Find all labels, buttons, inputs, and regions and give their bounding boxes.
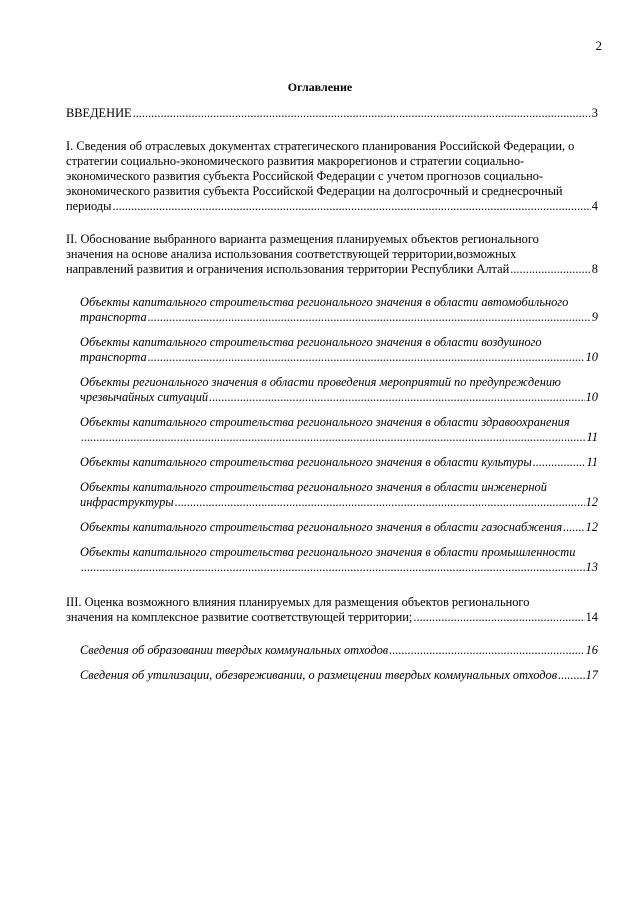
toc-entry-line: Объекты капитального строительства регионального значения в области воздушного	[80, 335, 542, 349]
dot-leader	[148, 350, 585, 365]
toc-page-number: 16	[585, 643, 598, 657]
dot-leader	[148, 310, 591, 325]
toc-page-number: 12	[585, 520, 598, 534]
toc-entry[interactable]	[80, 375, 598, 405]
toc-entry-last-line	[80, 430, 598, 445]
toc-page-number: 13	[585, 560, 598, 574]
dot-leader	[209, 390, 585, 405]
toc-page-number: 9	[591, 310, 598, 324]
toc-page-number: 10	[585, 350, 598, 364]
dot-leader	[413, 610, 584, 625]
toc-entry-line: Объекты капитального строительства регионального значения в области автомобильного	[80, 295, 569, 309]
toc-entry[interactable]	[80, 520, 598, 535]
toc-page-number: 12	[585, 495, 598, 509]
toc-entry[interactable]	[80, 480, 598, 510]
toc-page-number: 11	[586, 455, 598, 469]
toc-entry-text: транспорта	[80, 310, 147, 324]
toc-page-number: 8	[591, 262, 598, 276]
dot-leader	[558, 668, 584, 683]
toc-entry-line: Объекты регионального значения в области проведения мероприятий по предупреждению	[80, 375, 561, 389]
toc-entry-line: значения на основе анализа использования соответствующей территории,возможных	[66, 247, 517, 261]
toc-entry[interactable]	[80, 295, 598, 325]
toc-entry-line: I. Сведения об отраслевых документах стратегического планирования Российской Федерации, о	[66, 139, 575, 153]
toc-entry[interactable]	[66, 139, 598, 214]
dot-leader	[510, 262, 591, 277]
toc-entry-last-line	[80, 455, 598, 470]
toc-entry[interactable]	[80, 545, 598, 575]
toc-entry-last-line	[80, 668, 598, 683]
toc-entry[interactable]	[80, 643, 598, 658]
toc-entry-text: чрезвычайных ситуаций	[80, 390, 209, 404]
toc-entry-text: Сведения об утилизации, обезвреживании, о размещении твердых коммунальных отходов	[80, 668, 558, 682]
toc-entry-last-line	[66, 262, 598, 277]
toc-entry-line: III. Оценка возможного влияния планируемых для размещения объектов регионального	[66, 595, 530, 609]
toc-page-number: 3	[591, 106, 598, 120]
toc-entry-last-line	[80, 560, 598, 575]
toc-entry-text: Объекты капитального строительства регионального значения в области газоснабжения	[80, 520, 563, 534]
dot-leader	[175, 495, 585, 510]
toc-entry[interactable]	[80, 415, 598, 445]
toc-page-number: 14	[585, 610, 598, 624]
toc-page-number: 4	[591, 199, 598, 213]
toc-entry-last-line	[80, 495, 598, 510]
toc-entry-line: Объекты капитального строительства регионального значения в области инженерной	[80, 480, 547, 494]
toc-entry-text: направлений развития и ограничения использования территории Республики Алтай	[66, 262, 510, 276]
toc-entry-text: инфраструктуры	[80, 495, 174, 509]
table-of-contents	[66, 106, 598, 693]
toc-title: Оглавление	[287, 80, 353, 94]
toc-entry-last-line	[66, 199, 598, 214]
toc-entry-text: ВВЕДЕНИЕ	[66, 106, 132, 120]
toc-entry-last-line	[80, 310, 598, 325]
toc-entry-line: Объекты капитального строительства регионального значения в области здравоохранения	[80, 415, 570, 429]
toc-entry-text: периоды	[66, 199, 112, 213]
toc-entry[interactable]	[66, 232, 598, 277]
toc-entry-text: транспорта	[80, 350, 147, 364]
dot-leader	[563, 520, 585, 535]
toc-entry-line: Объекты капитального строительства регионального значения в области промышленности	[80, 545, 576, 559]
dot-leader	[81, 560, 585, 575]
toc-entry[interactable]	[66, 595, 598, 625]
toc-entry-line: II. Обоснование выбранного варианта размещения планируемых объектов регионального	[66, 232, 539, 246]
toc-page-number: 17	[585, 668, 598, 682]
toc-entry-text: значения на комплексное развитие соответствующей территории;	[66, 610, 413, 624]
toc-page-number: 10	[585, 390, 598, 404]
toc-page-number: 11	[586, 430, 598, 444]
toc-entry[interactable]	[80, 668, 598, 683]
toc-entry-last-line	[80, 350, 598, 365]
toc-entry[interactable]	[80, 455, 598, 470]
page-number: 2	[595, 38, 602, 53]
toc-entry-last-line	[80, 520, 598, 535]
toc-entry-last-line	[80, 643, 598, 658]
dot-leader	[533, 455, 586, 470]
dot-leader	[133, 106, 591, 121]
dot-leader	[389, 643, 584, 658]
toc-entry-line: стратегии социально-экономического развития макрорегионов и стратегии социально-	[66, 154, 525, 168]
dot-leader	[81, 430, 586, 445]
toc-entry-last-line	[80, 390, 598, 405]
toc-entry-line: экономического развития субъекта Российской Федерации на долгосрочный и среднесрочный	[66, 184, 563, 198]
toc-entry-last-line	[66, 106, 598, 121]
toc-entry-last-line	[66, 610, 598, 625]
dot-leader	[112, 199, 590, 214]
toc-entry-line: экономического развития субъекта Российской Федерации с учетом прогнозов социально-	[66, 169, 544, 183]
toc-entry-text: Объекты капитального строительства регионального значения в области культуры	[80, 455, 532, 469]
toc-entry[interactable]	[80, 335, 598, 365]
toc-entry-text: Сведения об образовании твердых коммунальных отходов	[80, 643, 389, 657]
toc-entry[interactable]	[66, 106, 598, 121]
